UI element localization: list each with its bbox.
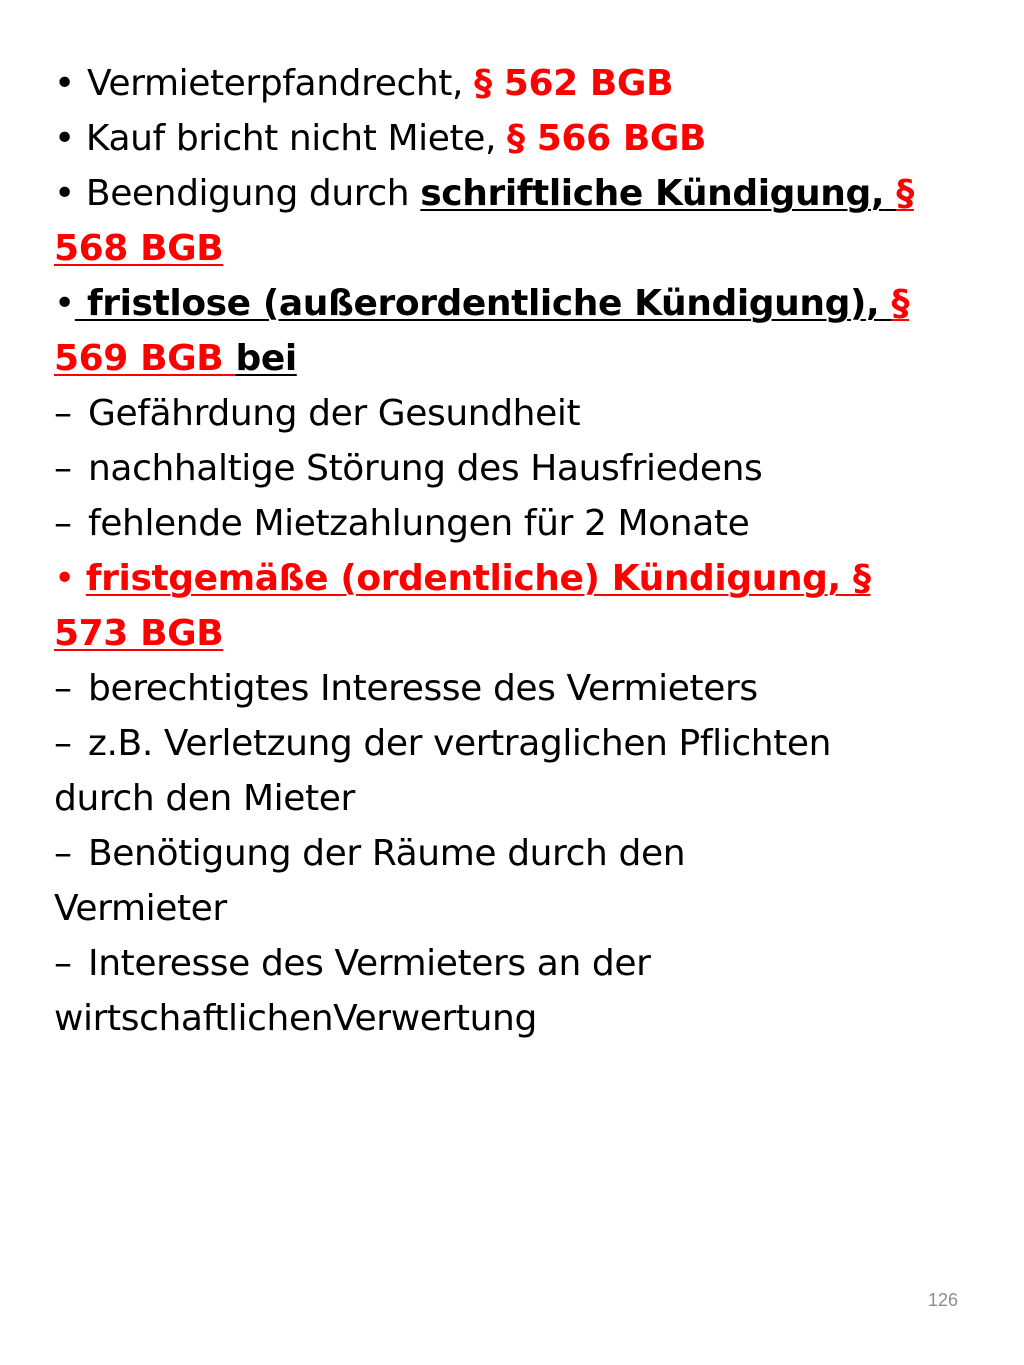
item-benoetigung: Benötigung der Räume durch den <box>88 833 686 874</box>
item-stoerung: nachhaltige Störung des Hausfriedens <box>88 448 763 489</box>
ref-566: § 566 BGB <box>507 118 707 159</box>
ref-569: 569 BGB <box>54 338 224 379</box>
page-number: 126 <box>927 1290 958 1310</box>
text-bei: bei <box>235 338 297 379</box>
ref-562: § 562 BGB <box>474 63 674 104</box>
text-fristgemaesse-kuendigung: fristgemäße (ordentliche) Kündigung, § <box>85 558 871 599</box>
item-gefaehrdung: Gefährdung der Gesundheit <box>88 393 581 434</box>
ref-568: 568 BGB <box>54 228 224 269</box>
item-benoetigung-cont: Vermieter <box>54 888 227 929</box>
text-beendigung: Beendigung durch <box>85 173 410 214</box>
dash-icon: – <box>54 448 72 489</box>
bullet-icon: • <box>54 63 75 104</box>
bullet-icon: • <box>54 283 75 324</box>
bullet-kauf-bricht-nicht-miete <box>54 111 934 166</box>
list-item <box>54 386 934 441</box>
list-item <box>54 661 934 716</box>
item-interesse-verwertung: Interesse des Vermieters an der <box>88 943 651 984</box>
item-interesse-verwertung-cont: wirtschaftlichenVerwertung <box>54 998 537 1039</box>
dash-icon: – <box>54 503 72 544</box>
ref-573: 573 BGB <box>54 613 224 654</box>
item-verletzung-cont: durch den Mieter <box>54 778 355 819</box>
bullet-icon: • <box>54 118 75 159</box>
bullet-icon: • <box>54 558 75 599</box>
list-item <box>54 826 934 936</box>
list-item <box>54 716 934 826</box>
dash-icon: – <box>54 943 72 984</box>
dash-icon: – <box>54 723 72 764</box>
item-berechtigtes-interesse: berechtigtes Interesse des Vermieters <box>88 668 758 709</box>
bullet-beendigung <box>54 166 934 276</box>
item-mietzahlungen: fehlende Mietzahlungen für 2 Monate <box>88 503 750 544</box>
text-vermieterpfandrecht: Vermieterpfandrecht, <box>87 63 464 104</box>
dash-icon: – <box>54 668 72 709</box>
bullet-vermieterpfandrecht <box>54 56 934 111</box>
bullet-fristgemaesse-kuendigung <box>54 551 934 661</box>
list-item <box>54 441 934 496</box>
text-fristlose-kuendigung: fristlose (außerordentliche Kündigung), <box>86 283 880 324</box>
text-kauf-bricht: Kauf bricht nicht Miete, <box>85 118 496 159</box>
text-schriftliche-kuendigung: schriftliche Kündigung, <box>420 173 885 214</box>
bullet-fristlose-kuendigung <box>54 276 934 386</box>
dash-icon: – <box>54 833 72 874</box>
list-item <box>54 936 934 1046</box>
ref-568-symbol: § <box>896 173 914 214</box>
item-verletzung: z.B. Verletzung der vertraglichen Pflichten <box>88 723 832 764</box>
bullet-icon: • <box>54 173 75 214</box>
ref-569-symbol: § <box>891 283 910 324</box>
dash-icon: – <box>54 393 72 434</box>
slide-body <box>54 56 934 1046</box>
list-item <box>54 496 934 551</box>
